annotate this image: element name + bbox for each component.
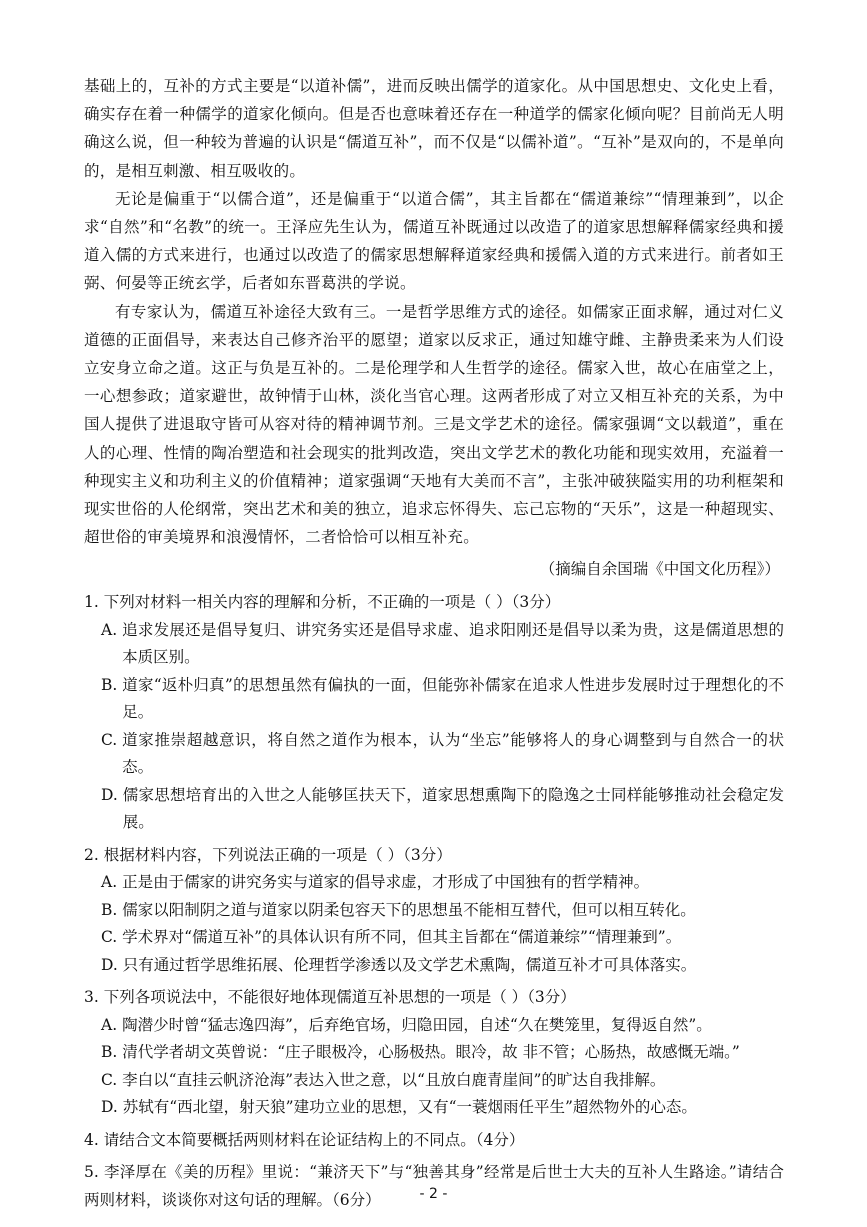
option-text: 道家“返朴归真”的思想虽然有偏执的一面，但能弥补儒家在追求人性进步发展时过于理想化的不足。 (122, 675, 784, 722)
option-d (101, 952, 784, 980)
question-2 (84, 842, 784, 980)
question-stem: 4. 请结合文本简要概括两则材料在论证结构上的不同点。（4分） (84, 1130, 525, 1149)
option-c (101, 1067, 784, 1095)
option-text: 李白以“直挂云帆济沧海”表达入世之意，以“且放白鹿青崖间”的旷达自我排解。 (122, 1070, 666, 1089)
option-text: 追求发展还是倡导复归、讲究务实还是倡导求虚、追求阳刚还是倡导以柔为贵，这是儒道思想的本质区别。 (122, 620, 784, 667)
option-letter: B. (101, 1043, 123, 1062)
question-list (84, 589, 784, 1214)
question-4 (84, 1127, 784, 1155)
option-letter: B. (101, 900, 123, 919)
option-letter: C. (101, 1070, 123, 1089)
option-letter: A. (101, 620, 123, 639)
option-b (101, 1039, 784, 1067)
option-text: 清代学者胡文英曾说：“庄子眼极冷，心肠极热。眼冷，故 非不管；心肠热，故感慨无端。” (122, 1043, 740, 1062)
option-letter: A. (101, 873, 123, 892)
option-text: 只有通过哲学思维拓展、伦理哲学渗透以及文学艺术熏陶，儒道互补才可具体落实。 (122, 955, 697, 974)
passage-paragraph-2: 无论是偏重于“以儒合道”，还是偏重于“以道合儒”，其主旨都在“儒道兼综”“情理兼到”，以企求“自然”和“名教”的统一。王泽应先生认为，儒道互补既通过以改造了的道家思想解释儒家经典和援道入儒的方式来进行，也通过以改造了的儒家思想解释道家经典和援儒入道的方式来进行。前者如王弼、何晏等正统玄学，后者如东晋葛洪的学说。 (84, 189, 784, 293)
passage-source: （摘编自余国瑞《中国文化历程》） (539, 560, 780, 579)
question-stem: 3. 下列各项说法中，不能很好地体现儒道互补思想的一项是（ ）（3分） (84, 988, 576, 1007)
option-d (101, 782, 784, 837)
option-letter: D. (101, 955, 123, 974)
option-letter: B. (101, 675, 123, 694)
question-stem: 2. 根据材料内容，下列说法正确的一项是（ ）（3分） (84, 845, 452, 864)
option-letter: D. (101, 785, 123, 804)
option-letter: C. (101, 730, 123, 749)
option-a (101, 1012, 784, 1040)
option-b (101, 672, 784, 727)
option-text: 道家推崇超越意识，将自然之道作为根本，认为“坐忘”能够将人的身心调整到与自然合一的状态。 (122, 730, 784, 777)
option-letter: A. (101, 1015, 123, 1034)
passage-paragraph-3: 有专家认为，儒道互补途径大致有三。一是哲学思维方式的途径。如儒家正面求解，通过对仁义道德的正面倡导，来表达自己修齐治平的愿望；道家以反求正，通过知雄守雌、主静贵柔来为人们设立安身立命之道。这正与负是互补的。二是伦理学和人生哲学的途径。儒家入世，故心在庙堂之上，一心想参政；道家避世，故钟情于山林，淡化当官心理。这两者形成了对立又相互补充的关系，为中国人提供了进退取守皆可从容对待的精神调节剂。三是文学艺术的途径。儒家强调“文以载道”，重在人的心理、性情的陶冶塑造和社会现实的批判改造，突出文学艺术的教化功能和现实效用，充溢着一种现实主义和功利主义的价值精神；道家强调“天地有大美而不言”，主张冲破狭隘实用的功利框架和现实世俗的人伦纲常，突出艺术和美的独立，追求忘怀得失、忘己忘物的“天乐”，这是一种超现实、超世俗的审美境界和浪漫情怀，二者恰恰可以相互补充。 (84, 302, 784, 547)
option-text: 儒家思想培育出的入世之人能够匡扶天下，道家思想熏陶下的隐逸之士同样能够推动社会稳定发展。 (122, 785, 784, 832)
question-stem: 5. 李泽厚在《美的历程》里说：“兼济天下”与“独善其身”经常是后世士大夫的互补人生路途。”请结合两则材料，谈谈你对这句话的理解。（6分） (84, 1163, 784, 1209)
option-letter: D. (101, 1098, 123, 1117)
question-stem: 1. 下列对材料一相关内容的理解和分析，不正确的一项是（ ）（3分） (84, 593, 561, 612)
option-a (101, 617, 784, 672)
page-number: - 2 - (419, 1186, 448, 1202)
option-d (101, 1094, 784, 1122)
option-c (101, 924, 784, 952)
option-c (101, 727, 784, 782)
option-list (101, 869, 784, 979)
option-text: 儒家以阳制阴之道与道家以阴柔包容天下的思想虽不能相互替代，但可以相互转化。 (122, 900, 696, 919)
reading-passage (84, 72, 784, 551)
option-text: 陶潜少时曾“猛志逸四海”，后弃绝官场，归隐田园，自述“久在樊笼里，复得返自然”。 (122, 1015, 712, 1034)
option-b (101, 897, 784, 925)
option-text: 正是由于儒家的讲究务实与道家的倡导求虚，才形成了中国独有的哲学精神。 (122, 873, 650, 892)
passage-paragraph-1: 基础上的，互补的方式主要是“以道补儒”，进而反映出儒学的道家化。从中国思想史、文化史上看，确实存在着一种儒学的道家化倾向。但是否也意味着还存在一种道学的儒家化倾向呢？目前尚无人明确这么说，但一种较为普遍的认识是“儒道互补”，而不仅是“以儒补道”。“互补”是双向的，不是单向的，是相互刺激、相互吸收的。 (84, 77, 784, 180)
exam-page (84, 72, 784, 1214)
question-3 (84, 984, 784, 1122)
option-list (101, 617, 784, 837)
question-1 (84, 589, 784, 837)
option-text: 苏轼有“西北望，射天狼”建功立业的思想，又有“一蓑烟雨任平生”超然物外的心态。 (122, 1098, 697, 1117)
option-letter: C. (101, 928, 123, 947)
option-list (101, 1012, 784, 1122)
option-a (101, 869, 784, 897)
option-text: 学术界对“儒道互补”的具体认识有所不同，但其主旨都在“儒道兼综”“情理兼到”。 (122, 928, 682, 947)
